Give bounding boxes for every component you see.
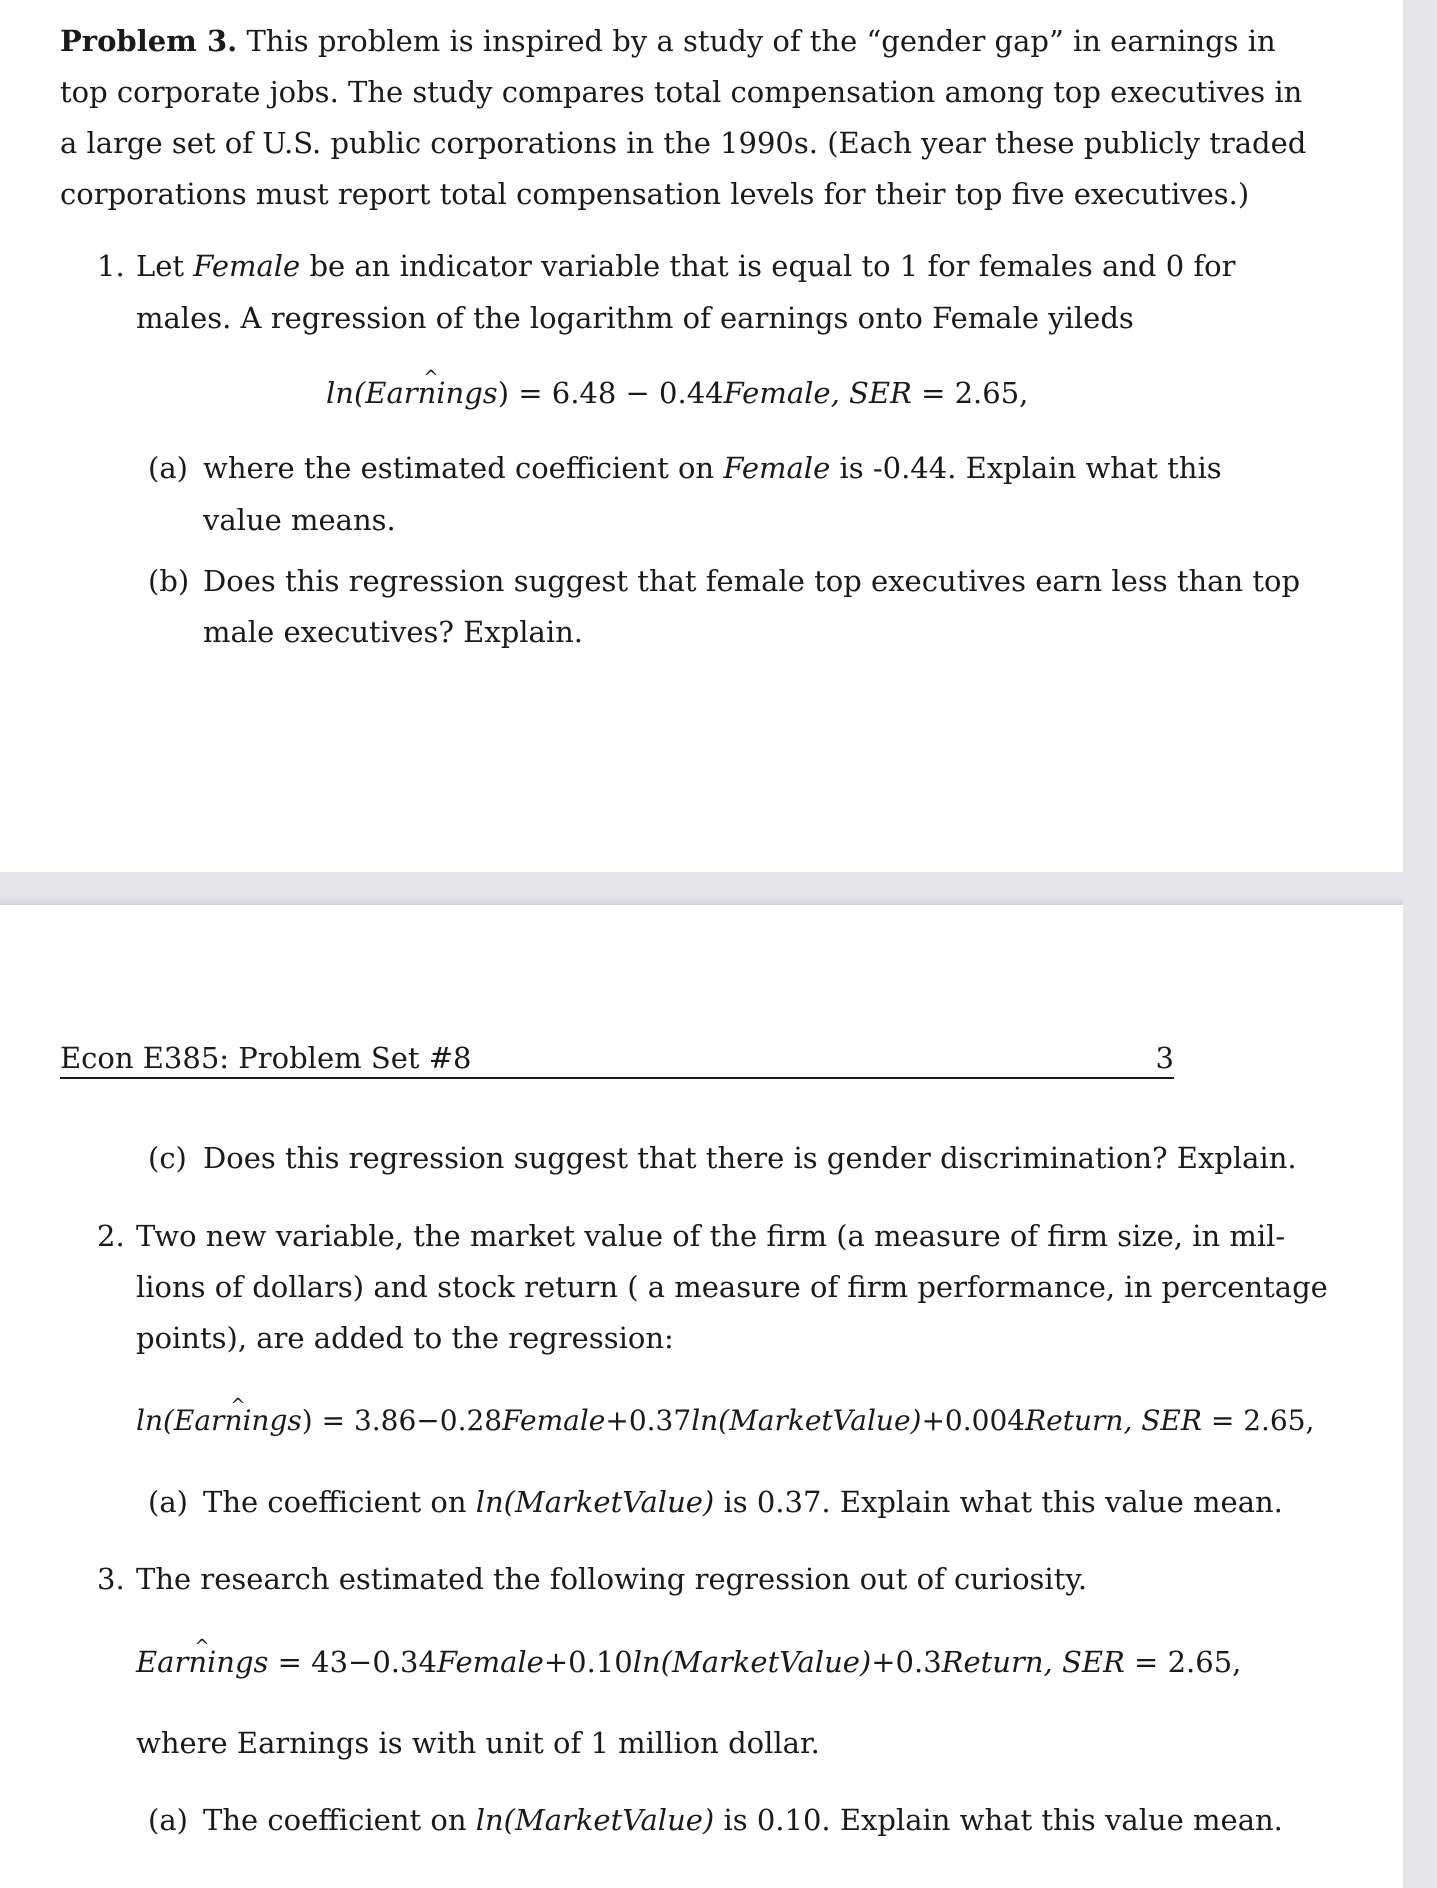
- item-1-text-post: be an indicator variable that is equal to 1 for females and 0 for: [309, 249, 1236, 283]
- item-3a-var: ln(MarketValue): [475, 1803, 715, 1837]
- eq2-p2: +0.37: [605, 1404, 692, 1437]
- eq2-v3: Return, SER: [1025, 1404, 1202, 1437]
- eq1-rhs: = 6.48 − 0.44: [509, 376, 724, 410]
- eq3-lhs-var: Earnings ^: [136, 1644, 268, 1680]
- eq3-p1: = 43−0.34: [268, 1645, 437, 1679]
- item-1c-text: Does this regression suggest that there is gender discrimination? Explain.: [203, 1141, 1297, 1175]
- item-3a-pre: The coefficient on: [203, 1803, 467, 1837]
- eq2-v1: Female: [502, 1404, 606, 1437]
- item-2a-var: ln(MarketValue): [475, 1485, 715, 1519]
- equation-2: [136, 1403, 1314, 1439]
- eq2-p4: = 2.65,: [1201, 1404, 1315, 1437]
- eq1-lhs-fn: ln(: [326, 376, 366, 410]
- problem-intro-line-3: a large set of U.S. public corporations in the 1990s. (Each year these publicly traded: [60, 126, 1307, 160]
- item-1-var-female: Female: [193, 249, 301, 283]
- problem-intro-line-1: [60, 23, 1276, 59]
- eq1-rhs-end: = 2.65,: [911, 376, 1029, 410]
- item-2a-post: is 0.37. Explain what this value mean.: [723, 1485, 1283, 1519]
- problem-heading: Problem 3.: [60, 24, 238, 58]
- eq2-p1: = 3.86−0.28: [312, 1404, 503, 1437]
- item-1a-var: Female: [723, 451, 831, 485]
- item-1b-line-1: Does this regression suggest that female top executives earn less than top: [203, 564, 1301, 598]
- item-2-number: 2.: [97, 1219, 125, 1253]
- header-rule: [60, 1077, 1174, 1079]
- item-1a-post: is -0.44. Explain what this: [839, 451, 1222, 485]
- page-1: [0, 0, 1403, 872]
- item-1c-label: (c): [148, 1141, 187, 1175]
- item-1-number: 1.: [97, 249, 125, 283]
- item-1b-label: (b): [148, 564, 190, 598]
- item-2a-label: (a): [148, 1485, 188, 1519]
- item-1a-line-1: [203, 450, 1222, 486]
- intro-text-1: This problem is inspired by a study of the “gender gap” in earnings in: [246, 24, 1276, 58]
- item-2a-pre: The coefficient on: [203, 1485, 467, 1519]
- item-2-line-1: Two new variable, the market value of the firm (a measure of firm size, in mil-: [136, 1219, 1286, 1253]
- item-3-line-1: The research estimated the following regression out of curiosity.: [136, 1562, 1088, 1596]
- item-3-number: 3.: [97, 1562, 125, 1596]
- item-1-text-pre: Let: [136, 249, 185, 283]
- eq1-lhs-close: ): [497, 376, 510, 410]
- item-3a-post: is 0.10. Explain what this value mean.: [723, 1803, 1283, 1837]
- eq2-lhs-var: Earnings ^: [174, 1403, 302, 1439]
- eq2-p3: +0.004: [921, 1404, 1026, 1437]
- eq2-v2: ln(MarketValue): [691, 1404, 922, 1437]
- item-1a-label: (a): [148, 451, 188, 485]
- item-3a-label: (a): [148, 1803, 188, 1837]
- eq3-v2: ln(MarketValue): [632, 1645, 872, 1679]
- item-2a-line: [203, 1484, 1283, 1520]
- eq3-p4: = 2.65,: [1124, 1645, 1242, 1679]
- eq2-lhs-fn: ln(: [136, 1404, 174, 1437]
- eq3-p3: +0.3: [871, 1645, 942, 1679]
- eq3-v3: Return, SER: [941, 1645, 1125, 1679]
- eq3-v1: Female: [436, 1645, 544, 1679]
- item-1a-line-2: value means.: [203, 503, 396, 537]
- equation-1: [326, 375, 1028, 411]
- item-1a-pre: where the estimated coefficient on: [203, 451, 715, 485]
- eq1-rhs-var: Female, SER: [723, 376, 912, 410]
- eq1-lhs-var: Earnings ^: [365, 375, 497, 411]
- problem-intro-line-4: corporations must report total compensation levels for their top five executives.): [60, 177, 1250, 211]
- item-1-line-2: males. A regression of the logarithm of earnings onto Female yileds: [136, 301, 1134, 335]
- page-gutter-right: [1403, 0, 1437, 1888]
- page-shadow: [0, 897, 1403, 905]
- page-number: 3: [1155, 1041, 1174, 1075]
- page-header-title: Econ E385: Problem Set #8: [60, 1041, 472, 1075]
- item-3a-line: [203, 1802, 1283, 1838]
- item-3-where: where Earnings is with unit of 1 million dollar.: [136, 1726, 820, 1760]
- item-2-line-2: lions of dollars) and stock return ( a measure of firm performance, in percentage: [136, 1270, 1328, 1304]
- equation-3: [136, 1644, 1241, 1680]
- item-1b-line-2: male executives? Explain.: [203, 615, 583, 649]
- eq3-p2: +0.10: [543, 1645, 633, 1679]
- item-1-line-1: [136, 248, 1235, 284]
- item-2-line-3: points), are added to the regression:: [136, 1321, 674, 1355]
- problem-intro-line-2: top corporate jobs. The study compares total compensation among top executives in: [60, 75, 1303, 109]
- eq2-lhs-close: ): [301, 1404, 313, 1437]
